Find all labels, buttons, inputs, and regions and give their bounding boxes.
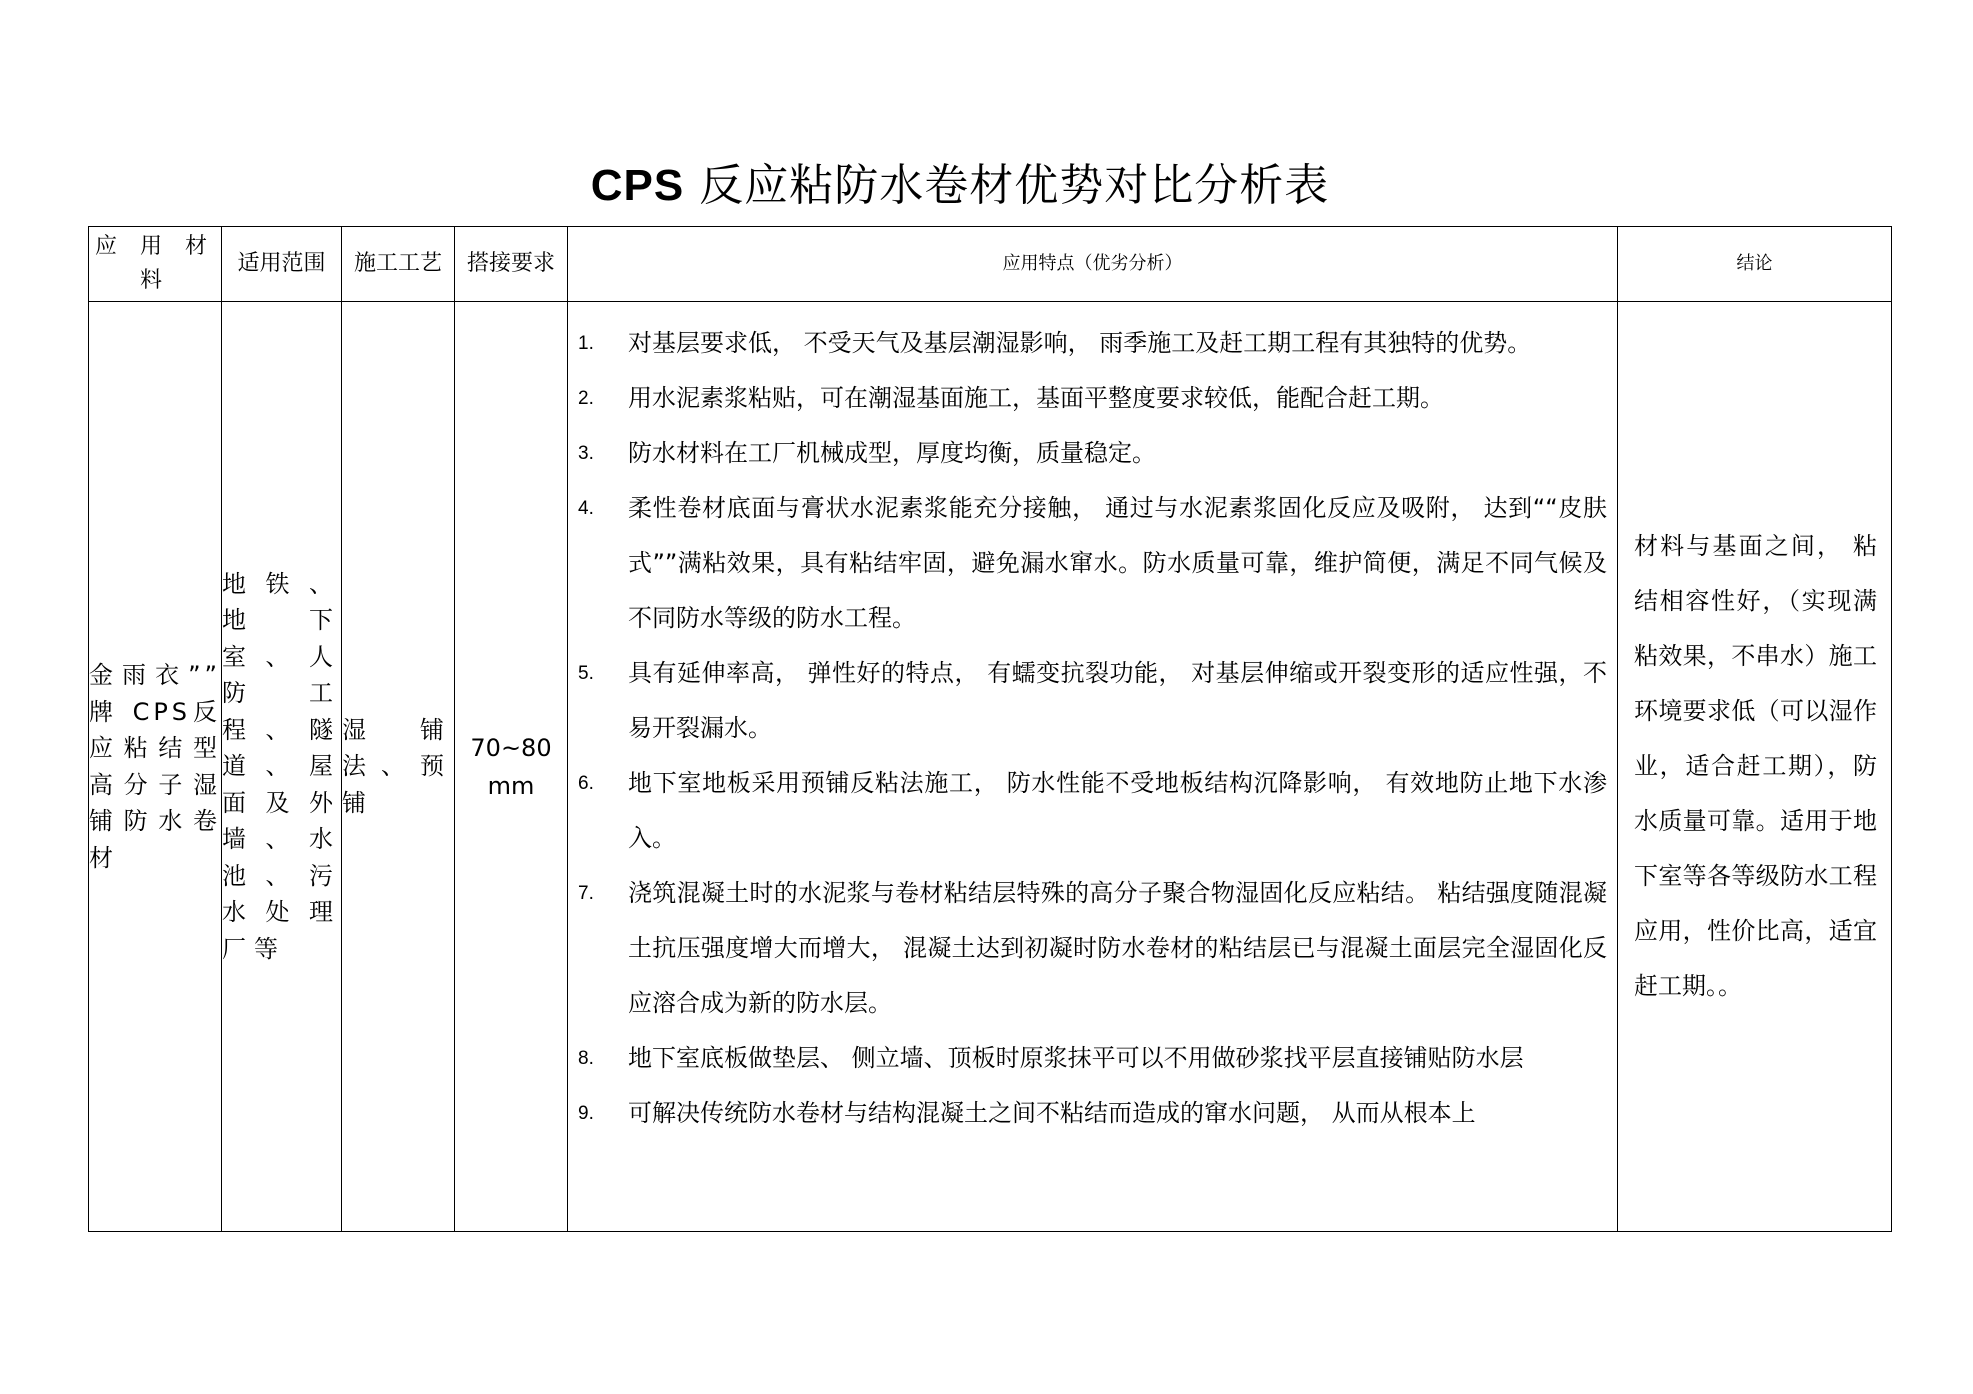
item-number: 1. xyxy=(578,333,594,354)
table-header-row xyxy=(89,227,1892,302)
comparison-table xyxy=(88,226,1892,1232)
item-text: 地下室地板采用预铺反粘法施工， 防水性能不受地板结构沉降影响， 有效地防止地下水渗入。 xyxy=(628,769,1607,852)
item-text: 柔性卷材底面与膏状水泥素浆能充分接触， 通过与水泥素浆固化反应及吸附， 达到““皮肤式””满粘效果，具有粘结牢固，避免漏水窜水。防水质量可靠，维护简便，满足不同气候及不同防水等级的防水工程。 xyxy=(628,494,1607,632)
features-list xyxy=(576,316,1607,1141)
item-text: 可解决传统防水卷材与结构混凝土之间不粘结而造成的窜水问题， 从而从根本上 xyxy=(628,1099,1476,1127)
list-item xyxy=(576,1031,1607,1086)
header-process: 施工工艺 xyxy=(342,227,455,302)
item-number: 7. xyxy=(578,883,594,904)
list-item xyxy=(576,1086,1607,1141)
title-prefix: CPS xyxy=(590,161,685,210)
item-number: 8. xyxy=(578,1048,594,1069)
list-item xyxy=(576,481,1607,646)
item-text: 用水泥素浆粘贴，可在潮湿基面施工，基面平整度要求较低，能配合赶工期。 xyxy=(628,384,1444,412)
item-text: 具有延伸率高， 弹性好的特点， 有蠕变抗裂功能， 对基层伸缩或开裂变形的适应性强，不易开裂漏水。 xyxy=(628,659,1607,742)
list-item xyxy=(576,646,1607,756)
page-title xyxy=(0,158,1920,214)
item-number: 6. xyxy=(578,773,594,794)
item-number: 9. xyxy=(578,1103,594,1124)
list-item xyxy=(576,426,1607,481)
item-number: 2. xyxy=(578,388,594,409)
cell-conclusion: 材料与基面之间， 粘结相容性好，（实现满粘效果，不串水）施工环境要求低（可以湿作业，适合赶工期），防水质量可靠。适用于地下室等各等级防水工程应用，性价比高，适宜赶工期。。 xyxy=(1618,302,1892,1232)
item-text: 对基层要求低， 不受天气及基层潮湿影响， 雨季施工及赶工期工程有其独特的优势。 xyxy=(628,329,1532,357)
list-item xyxy=(576,756,1607,866)
table-row xyxy=(89,302,1892,1232)
cell-scope: 地铁、地下室、人防工程、隧道、屋面及外墙、水池、污水处理厂等 xyxy=(222,302,342,1232)
title-rest: 反应粘防水卷材优势对比分析表 xyxy=(684,160,1330,211)
header-features: 应用特点（优劣分析） xyxy=(568,227,1618,302)
header-overlap: 搭接要求 xyxy=(455,227,568,302)
cell-overlap: 70~80 mm xyxy=(455,302,568,1232)
header-conclusion: 结论 xyxy=(1618,227,1892,302)
item-number: 4. xyxy=(578,498,594,519)
list-item xyxy=(576,866,1607,1031)
item-number: 5. xyxy=(578,663,594,684)
list-item xyxy=(576,316,1607,371)
item-number: 3. xyxy=(578,443,594,464)
header-scope: 适用范围 xyxy=(222,227,342,302)
item-text: 防水材料在工厂机械成型，厚度均衡，质量稳定。 xyxy=(628,439,1156,467)
item-text: 地下室底板做垫层、 侧立墙、顶板时原浆抹平可以不用做砂浆找平层直接铺贴防水层 xyxy=(628,1044,1524,1072)
cell-material: 金雨衣”” 牌 CPS反应粘结型高分子湿铺防水卷材 xyxy=(89,302,222,1232)
item-text: 浇筑混凝土时的水泥浆与卷材粘结层特殊的高分子聚合物湿固化反应粘结。 粘结强度随混凝土抗压强度增大而增大， 混凝土达到初凝时防水卷材的粘结层已与混凝土面层完全湿固化反应溶合成为新的防水层。 xyxy=(628,879,1607,1017)
cell-features xyxy=(568,302,1618,1232)
header-material: 应 用 材 料 xyxy=(89,227,222,302)
cell-process: 湿铺法、预铺 xyxy=(342,302,455,1232)
list-item xyxy=(576,371,1607,426)
